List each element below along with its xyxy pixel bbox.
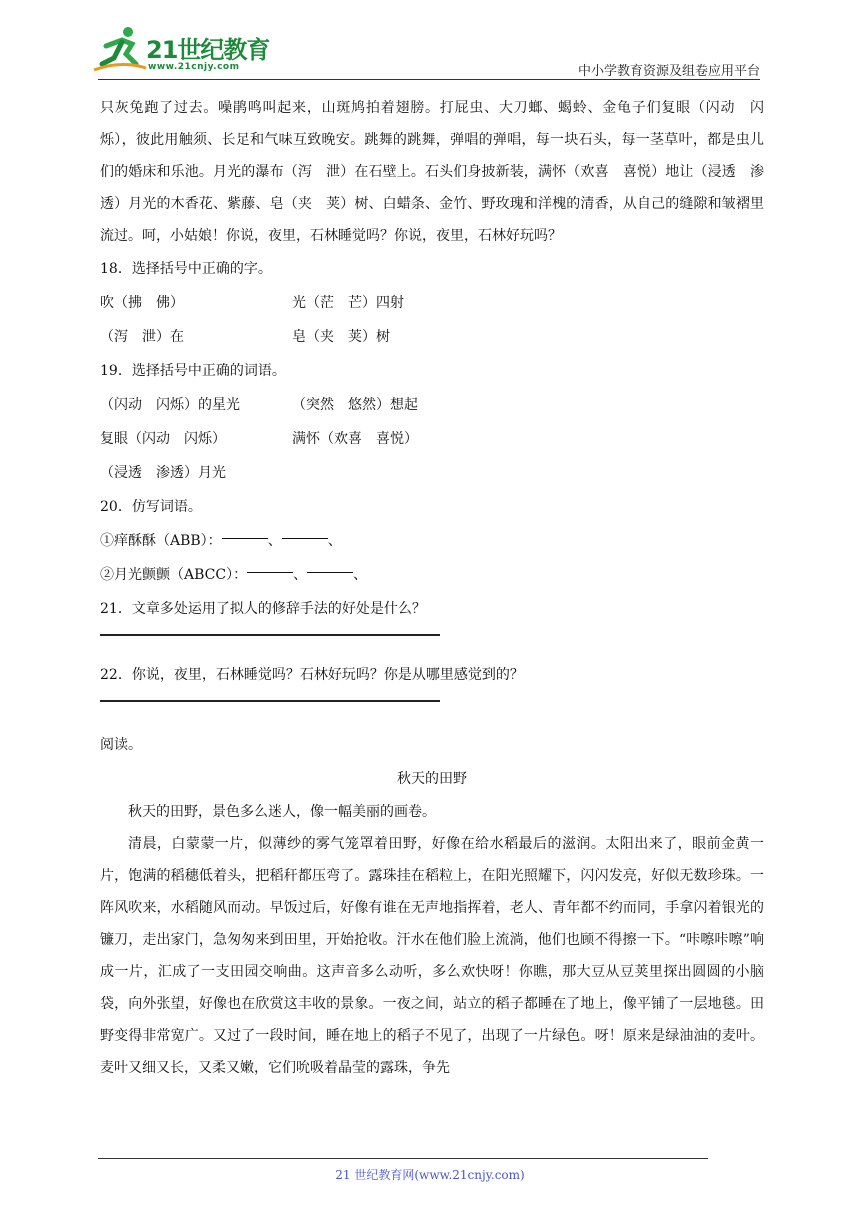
option-text: （浸透 渗透）月光 bbox=[100, 465, 226, 481]
separator: 、 bbox=[353, 567, 368, 583]
footer-divider bbox=[98, 1158, 708, 1159]
answer-blank[interactable] bbox=[307, 558, 353, 573]
option-text: 光（茫 芒）四射 bbox=[292, 295, 404, 311]
answer-line[interactable] bbox=[100, 634, 440, 636]
separator: 、 bbox=[293, 567, 308, 583]
document-body bbox=[100, 92, 764, 1084]
separator: 、 bbox=[327, 533, 342, 549]
item-label: ②月光颤颤（ABCC）： bbox=[100, 567, 248, 583]
option-text: （泻 泄）在 bbox=[100, 329, 184, 345]
reading-title: 秋天的田野 bbox=[397, 771, 467, 787]
reading-paragraph: 秋天的田野，景色多么迷人，像一幅美丽的画卷。 bbox=[128, 804, 436, 820]
header-divider bbox=[98, 79, 760, 80]
runner-logo-icon bbox=[92, 24, 148, 74]
question-20-item-1 bbox=[100, 524, 764, 558]
site-name: 中小学教育资源及组卷应用平台 bbox=[577, 64, 760, 79]
question-19-row bbox=[100, 456, 764, 490]
question-18-stem: 18．选择括号中正确的字。 bbox=[100, 261, 272, 277]
answer-blank[interactable] bbox=[282, 524, 328, 539]
answer-blank[interactable] bbox=[222, 524, 268, 539]
site-logo bbox=[92, 24, 292, 80]
passage-paragraph: 只灰兔跑了过去。噪鹃鸣叫起来，山斑鸠拍着翅膀。打屁虫、大刀螂、蝎蛉、金龟子们复眼（闪动 闪烁），彼此用触须、长足和气味互致晚安。跳舞的跳舞，弹唱的弹唱，每一块石头，每一茎草叶，都是虫儿们的婚床和乐池。月光的瀑布（泻 泄）在石壁上。石头们身披新装，满怀（欢喜 喜悦）地让（浸透 渗透）月光的木香花、紫藤、皂（夹 荚）树、白蜡条、金竹、野玫瑰和洋槐的清香，从自己的缝隙和皱褶里流过。呵，小姑娘！你说，夜里，石林睡觉吗？你说，夜里，石林好玩吗？ bbox=[100, 100, 764, 244]
question-19-row bbox=[100, 388, 764, 422]
answer-blank[interactable] bbox=[247, 558, 293, 573]
option-text: 满怀（欢喜 喜悦） bbox=[292, 431, 418, 447]
option-text: （闪动 闪烁）的星光 bbox=[100, 397, 240, 413]
question-20-item-2 bbox=[100, 558, 764, 592]
option-text: 皂（夹 荚）树 bbox=[292, 329, 390, 345]
question-18-row bbox=[100, 286, 764, 320]
question-21-stem: 21．文章多处运用了拟人的修辞手法的好处是什么？ bbox=[100, 601, 426, 617]
answer-line[interactable] bbox=[100, 700, 440, 702]
question-19-row bbox=[100, 422, 764, 456]
question-18-row bbox=[100, 320, 764, 354]
logo-url: www.21cnjy.com bbox=[148, 62, 240, 72]
question-22-stem: 22．你说，夜里，石林睡觉吗？石林好玩吗？你是从哪里感觉到的？ bbox=[100, 667, 524, 683]
option-text: 吹（拂 佛） bbox=[100, 295, 184, 311]
separator: 、 bbox=[267, 533, 282, 549]
page-footer: 21 世纪教育网(www.21cnjy.com) bbox=[335, 1168, 525, 1182]
reading-paragraph: 清晨，白蒙蒙一片，似薄纱的雾气笼罩着田野，好像在给水稻最后的滋润。太阳出来了，眼前金黄一片，饱满的稻穗低着头，把稻秆都压弯了。露珠挂在稻粒上，在阳光照耀下，闪闪发亮，好似无数珍珠。一阵风吹来，水稻随风而动。早饭过后，好像有谁在无声地指挥着，老人、青年都不约而同，手拿闪着银光的镰刀，走出家门，急匆匆来到田里，开始抢收。汗水在他们脸上流淌，他们也顾不得擦一下。“咔嚓咔嚓”响成一片，汇成了一支田园交响曲。这声音多么动听，多么欢快呀！你瞧，那大豆从豆荚里探出圆圆的小脑袋，向外张望，好像也在欣赏这丰收的景象。一夜之间，站立的稻子都睡在了地上，像平铺了一层地毯。田野变得非常宽广。又过了一段时间，睡在地上的稻子不见了，出现了一片绿色。呀！原来是绿油油的麦叶。麦叶又细又长，又柔又嫩，它们吮吸着晶莹的露珠，争先 bbox=[100, 836, 764, 1076]
question-19-stem: 19．选择括号中正确的词语。 bbox=[100, 363, 286, 379]
logo-text: 21世纪教育 bbox=[146, 36, 270, 64]
page-header bbox=[0, 0, 860, 82]
item-label: ①痒酥酥（ABB）： bbox=[100, 533, 222, 549]
option-text: 复眼（闪动 闪烁） bbox=[100, 431, 226, 447]
question-20-stem: 20．仿写词语。 bbox=[100, 499, 202, 515]
option-text: （突然 悠然）想起 bbox=[292, 397, 418, 413]
reading-label: 阅读。 bbox=[100, 737, 142, 753]
